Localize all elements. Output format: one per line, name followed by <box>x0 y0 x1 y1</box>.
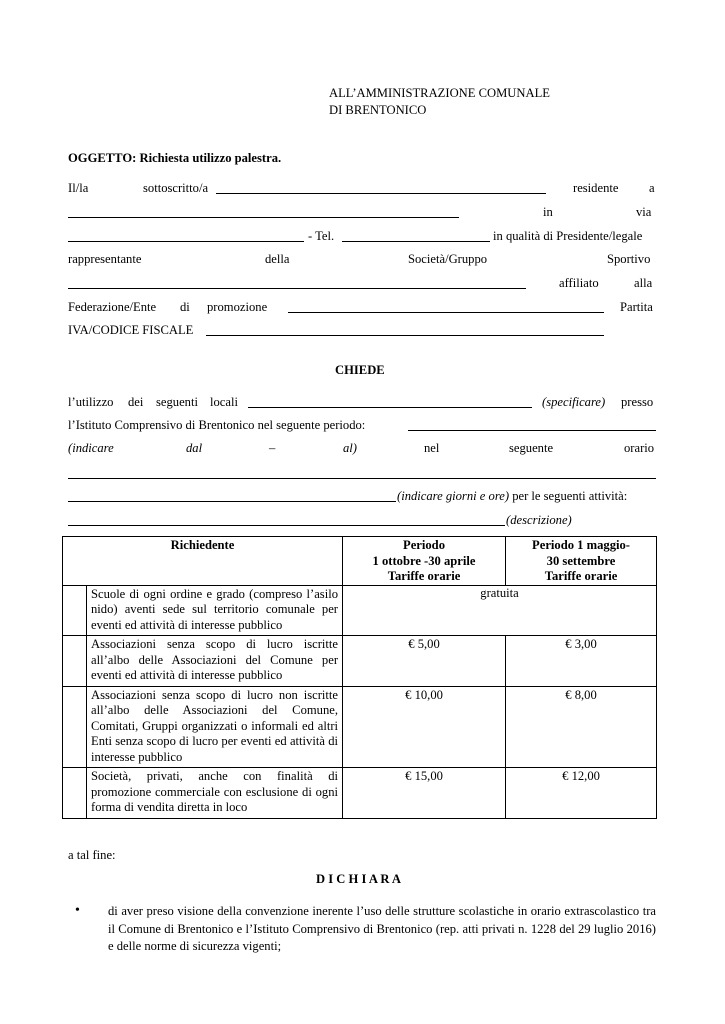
chiede-line-1 <box>68 395 656 411</box>
row-description: Scuole di ogni ordine e grado (compreso l’asilo nido) aventi sede sul territorio comunale per eventi ed attività di interesse pubblico <box>87 585 343 636</box>
name-field[interactable] <box>216 193 546 194</box>
label-partita: Partita <box>620 300 653 314</box>
addressee-line-2: DI BRENTONICO <box>329 103 427 117</box>
header-period-2-line-3: Tariffe orarie <box>544 569 618 583</box>
row-checkbox[interactable] <box>63 686 87 768</box>
word-utilizzo: l’utilizzo <box>68 395 114 409</box>
form-line-6 <box>68 300 656 316</box>
row-checkbox[interactable] <box>63 636 87 687</box>
row-description: Associazioni senza scopo di lucro non iscritte all’albo delle Associazioni del Comune, Comitati, Gruppi organizzati o informali ed altri Enti senza scopo di lucro per eventi ed attività di interesse pubblico <box>87 686 343 768</box>
chiede-line-2 <box>68 418 656 434</box>
chiede-line-5 <box>68 489 656 505</box>
row-checkbox[interactable] <box>63 768 87 819</box>
form-line-3 <box>68 229 656 245</box>
label-promozione: promozione <box>207 300 268 314</box>
header-period-1-line-1: Periodo <box>403 538 445 552</box>
federation-field[interactable] <box>288 312 604 313</box>
phone-field[interactable] <box>342 241 490 242</box>
label-via: via <box>636 205 652 219</box>
form-line-1 <box>68 181 656 197</box>
label-residente: residente <box>573 181 619 195</box>
header-period-2-line-1: Periodo 1 maggio- <box>532 538 630 552</box>
form-line-4 <box>68 252 656 268</box>
hint-al: al) <box>343 441 357 455</box>
table-row <box>63 636 657 687</box>
club-field[interactable] <box>68 288 526 289</box>
table-header-row <box>63 537 657 586</box>
chiede-heading: CHIEDE <box>335 363 385 377</box>
header-period-1-line-3: Tariffe orarie <box>387 569 461 583</box>
label-in: in <box>543 205 553 219</box>
residence-field[interactable] <box>68 217 459 218</box>
street-field[interactable] <box>68 241 304 242</box>
label-della: della <box>265 252 290 266</box>
header-period-2-line-2: 30 settembre <box>546 553 616 568</box>
period-field[interactable] <box>408 430 656 431</box>
form-line-2 <box>68 205 656 221</box>
table-row <box>63 585 657 636</box>
row-rate-period-2: € 12,00 <box>506 768 657 819</box>
header-period-1 <box>343 537 506 586</box>
hint-giorni-ore: (indicare giorni e ore) <box>397 489 510 503</box>
chiede-line-6 <box>68 513 656 529</box>
hint-specificare: (specificare) <box>542 395 606 409</box>
table-row <box>63 686 657 768</box>
chiede-line-3 <box>68 441 656 457</box>
row-description: Associazioni senza scopo di lucro iscritte all’albo delle Associazioni del Comune per eventi ed attività di interesse pubblico <box>87 636 343 687</box>
row-rate-period-1: € 10,00 <box>343 686 506 768</box>
row-checkbox[interactable] <box>63 585 87 636</box>
label-attivita: per le seguenti attività: <box>509 489 628 503</box>
label-federazione: Federazione/Ente <box>68 300 157 314</box>
tariff-table <box>62 536 657 819</box>
form-line-5 <box>68 276 656 292</box>
a-tal-fine-label: a tal fine: <box>68 848 116 862</box>
row-rate-period-1: € 15,00 <box>343 768 506 819</box>
label-di: di <box>180 300 190 314</box>
hint-dal: dal <box>186 441 203 455</box>
header-period-2 <box>506 537 657 586</box>
word-presso: presso <box>621 395 654 409</box>
description-field[interactable] <box>68 525 505 526</box>
word-seguente: seguente <box>509 441 554 455</box>
label-alla: alla <box>634 276 653 290</box>
label-rappresentante: rappresentante <box>68 252 142 266</box>
word-nel: nel <box>424 441 440 455</box>
label-sportivo: Sportivo <box>607 252 651 266</box>
row-description: Società, privati, anche con finalità di promozione commerciale con esclusione di ogni forma di vendita diretta in loco <box>87 768 343 819</box>
addressee-line-1: ALL’AMMINISTRAZIONE COMUNALE <box>329 86 550 100</box>
vat-field[interactable] <box>206 335 604 336</box>
form-line-7 <box>68 323 656 339</box>
row-rate-period-2: € 3,00 <box>506 636 657 687</box>
row-rate-period-2: € 8,00 <box>506 686 657 768</box>
header-requester: Richiedente <box>63 537 343 586</box>
hint-descrizione: (descrizione) <box>506 513 572 527</box>
label-societa-gruppo: Società/Gruppo <box>408 252 488 266</box>
chiede-line-4 <box>68 466 656 482</box>
days-hours-field[interactable] <box>68 501 396 502</box>
label-affiliato: affiliato <box>559 276 599 290</box>
label-istituto-periodo: l’Istituto Comprensivo di Brentonico nel seguente periodo: <box>68 418 366 432</box>
hint-dash: – <box>269 441 276 455</box>
subject-heading: OGGETTO: Richiesta utilizzo palestra. <box>68 151 282 165</box>
declaration-item: di aver preso visione della convenzione inerente l’uso delle strutture scolastiche in orario extrascolastico tra il Comune di Brentonico e l’Istituto Comprensivo di Brentonico (rep. atti privati n. 1228 del 29 luglio 2016) e delle norme di sicurezza vigenti; <box>108 904 656 953</box>
schedule-field[interactable] <box>68 478 656 479</box>
label-il-la: Il/la <box>68 181 89 195</box>
label-tel: - Tel. <box>308 229 335 243</box>
label-sottoscritto: sottoscritto/a <box>143 181 209 195</box>
header-period-1-line-2: 1 ottobre -30 aprile <box>372 553 476 568</box>
dichiara-heading: D I C H I A R A <box>316 872 402 886</box>
label-a: a <box>649 181 655 195</box>
table-row <box>63 768 657 819</box>
label-qualita: in qualità di Presidente/legale <box>493 229 643 243</box>
hint-indicare: (indicare <box>68 441 114 455</box>
row-rate-period-1: € 5,00 <box>343 636 506 687</box>
word-orario: orario <box>624 441 655 455</box>
bullet-icon: • <box>75 903 80 918</box>
word-dei: dei <box>128 395 144 409</box>
premises-field[interactable] <box>248 407 532 408</box>
row-rate-free: gratuita <box>343 585 657 636</box>
word-seguenti: seguenti <box>156 395 198 409</box>
word-locali: locali <box>210 395 238 409</box>
label-iva-cf: IVA/CODICE FISCALE <box>68 323 194 337</box>
